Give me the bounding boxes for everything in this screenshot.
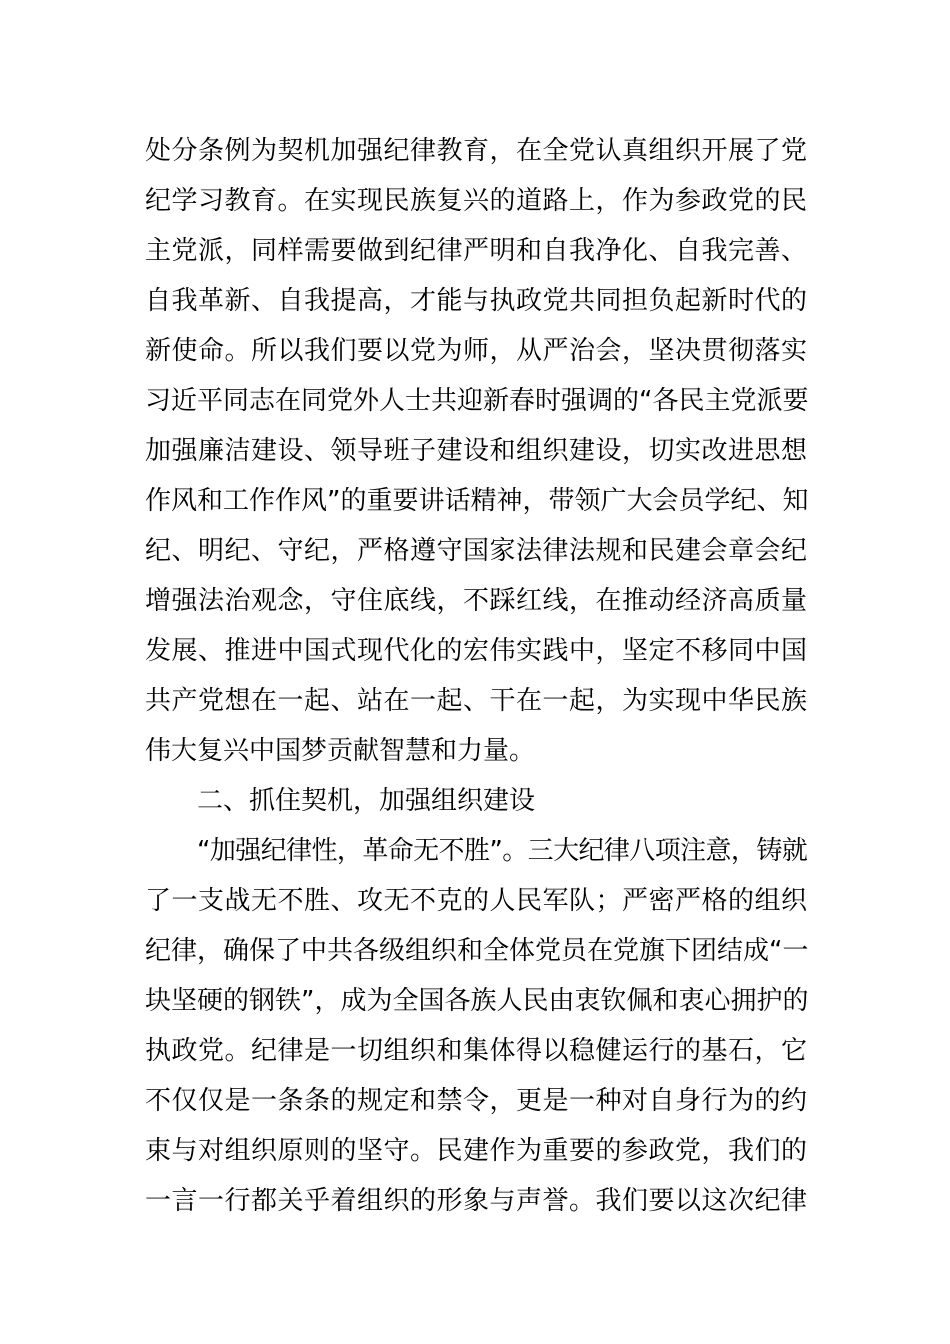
text-line: 共产党想在一起、站在一起、干在一起，为实现中华民族 bbox=[145, 686, 807, 716]
text-line: 处分条例为契机加强纪律教育，在全党认真组织开展了党 bbox=[145, 136, 807, 166]
text-line: 束与对组织原则的坚守。民建作为重要的参政党，我们的 bbox=[145, 1136, 807, 1166]
document-body bbox=[145, 126, 807, 1226]
text-line-paragraph-end: 伟大复兴中国梦贡献智慧和力量。 bbox=[145, 736, 536, 766]
section-heading: 二、抓住契机，加强组织建设 bbox=[197, 786, 536, 816]
text-line: 新使命。所以我们要以党为师，从严治会，坚决贯彻落实 bbox=[145, 336, 807, 366]
text-line: 了一支战无不胜、攻无不克的人民军队；严密严格的组织 bbox=[145, 886, 807, 916]
text-line: 加强廉洁建设、领导班子建设和组织建设，切实改进思想 bbox=[145, 436, 807, 466]
text-line: 增强法治观念，守住底线，不踩红线，在推动经济高质量 bbox=[145, 586, 807, 616]
text-line: 主党派，同样需要做到纪律严明和自我净化、自我完善、 bbox=[145, 236, 807, 266]
text-line-paragraph-start: “加强纪律性，革命无不胜”。三大纪律八项注意，铸就 bbox=[197, 836, 807, 866]
text-line: 纪、明纪、守纪，严格遵守国家法律法规和民建会章会纪 bbox=[145, 536, 807, 566]
text-line: 作风和工作作风”的重要讲话精神，带领广大会员学纪、知 bbox=[145, 486, 809, 516]
text-line: 块坚硬的钢铁”，成为全国各族人民由衷钦佩和衷心拥护的 bbox=[145, 986, 809, 1016]
text-line: 执政党。纪律是一切组织和集体得以稳健运行的基石，它 bbox=[145, 1036, 807, 1066]
text-line: 纪学习教育。在实现民族复兴的道路上，作为参政党的民 bbox=[145, 186, 807, 216]
text-line: 自我革新、自我提高，才能与执政党共同担负起新时代的 bbox=[145, 286, 807, 316]
text-line: 习近平同志在同党外人士共迎新春时强调的“各民主党派要 bbox=[145, 386, 809, 416]
text-line: 一言一行都关乎着组织的形象与声誉。我们要以这次纪律 bbox=[145, 1186, 807, 1216]
text-line: 不仅仅是一条条的规定和禁令，更是一种对自身行为的约 bbox=[145, 1086, 807, 1116]
text-line: 纪律，确保了中共各级组织和全体党员在党旗下团结成“一 bbox=[145, 936, 809, 966]
text-line: 发展、推进中国式现代化的宏伟实践中，坚定不移同中国 bbox=[145, 636, 807, 666]
